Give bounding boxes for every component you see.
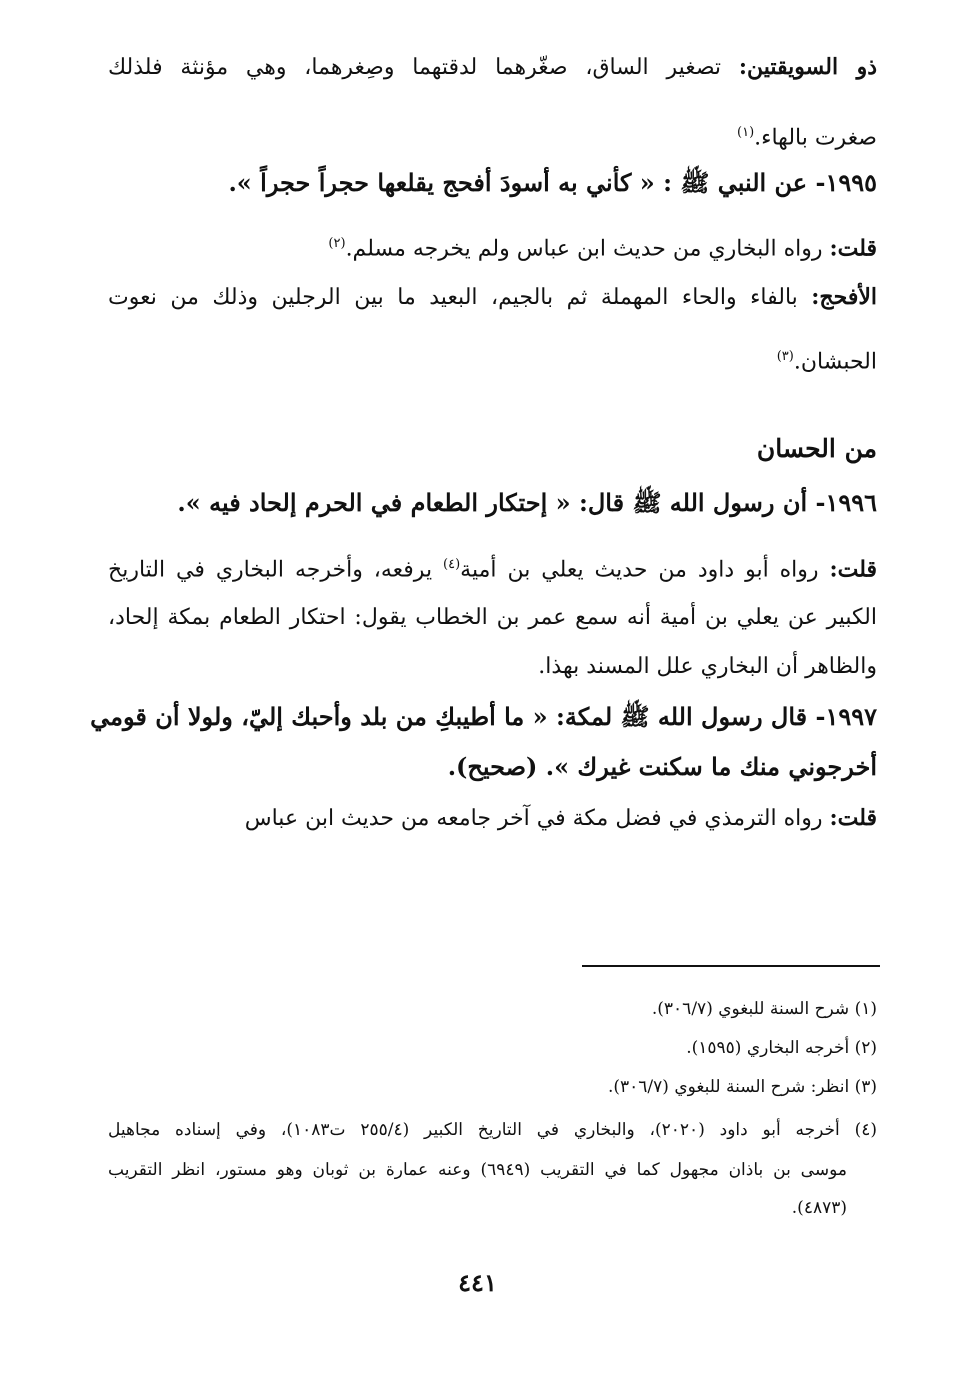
footnote-ref: (٢) [328, 236, 346, 251]
page-number: ٤٤١ [458, 1268, 497, 1297]
line-text: صغرت بالهاء. [754, 125, 877, 151]
line-text: تصغير الساق، صغّرهما لدقتهما وصِغرهما، وهي مؤنثة فلذلك [108, 55, 722, 80]
line-text: الكبير عن يعلي بن أمية أنه سمع عمر بن الخطاب يقول: احتكار الطعام بمكة إلحاد، [108, 605, 877, 630]
footnote-ref: (٣) [776, 349, 794, 364]
hadith-line [90, 702, 877, 732]
hadith-line [177, 488, 877, 518]
term-label: قلت: [829, 556, 878, 583]
footnote-divider [582, 965, 880, 967]
footnote: (٣) انظر: شرح السنة للبغوي (٣٠٦/٧). [607, 1077, 877, 1097]
hadith-line [228, 168, 877, 198]
text-line [737, 118, 877, 153]
text-line [108, 603, 877, 633]
line-text: رواه الترمذي في فضل مكة في آخر جامعه من حديث ابن عباس [244, 806, 823, 831]
footnote-continued: (٤٨٧٣). [791, 1198, 847, 1218]
hadith-text: ١٩٩٥- عن النبي ﷺ : « كأني به أسودَ أفحج يقلعها حجراً حجراً ». [228, 168, 877, 197]
text-line [777, 342, 877, 377]
hadith-line [448, 752, 877, 782]
line-text: الحبشان. [793, 349, 877, 375]
section-heading-text: من الحسان [756, 434, 877, 463]
term-label: الأفحج: [811, 284, 877, 310]
line-text-continued: يرفعه، وأخرجه البخاري في التاريخ [108, 557, 433, 583]
hadith-text: ١٩٩٦- أن رسول الله ﷺ قال: « إحتكار الطعام في الحرم إلحاد فيه ». [177, 488, 877, 517]
section-heading [757, 434, 877, 464]
hadith-text: ١٩٩٧- قال رسول الله ﷺ لمكة: « ما أطيبكِ من بلد وأحبك إليّ، ولولا أن قومي [90, 702, 877, 731]
footnote-ref: (١) [737, 125, 755, 140]
term-label: قلت: [829, 805, 877, 831]
footnote: (٢) أخرجه البخاري (١٥٩٥). [686, 1038, 877, 1058]
text-line [108, 550, 877, 585]
footnote: (٤) أخرجه أبو داود (٢٠٢٠)، والبخاري في التاريخ الكبير (٢٥٥/٤ ت١٠٨٣)، وفي إسناده مجاهيل [108, 1120, 877, 1140]
hadith-text: أخرجوني منك ما سكنت غيرك ». (صحيح). [447, 752, 877, 781]
text-line [245, 803, 877, 834]
footnote-continued: موسى بن باذان مجهول كما في التقريب (٦٩٤٩) وعنه عمارة بن ثوبان وهو مستور، انظر التقريب [108, 1160, 847, 1180]
term-label: ذو السويقتين: [738, 54, 877, 80]
text-line [108, 282, 877, 313]
footnote: (١) شرح السنة للبغوي (٣٠٦/٧). [651, 999, 877, 1019]
line-text: بالفاء والحاء المهملة ثم بالجيم، البعيد ما بين الرجلين وذلك من نعوت [108, 285, 798, 310]
line-text: رواه أبو داود من حديث يعلي بن أمية [460, 557, 819, 583]
footnote-ref: (٤) [443, 557, 461, 572]
text-line [328, 229, 877, 264]
text-line [108, 52, 877, 83]
line-text: والظاهر أن البخاري علل المسند بهذا. [538, 654, 877, 679]
term-label: قلت: [829, 235, 877, 262]
text-line [538, 652, 877, 682]
line-text: رواه البخاري من حديث ابن عباس ولم يخرجه مسلم. [345, 236, 823, 262]
